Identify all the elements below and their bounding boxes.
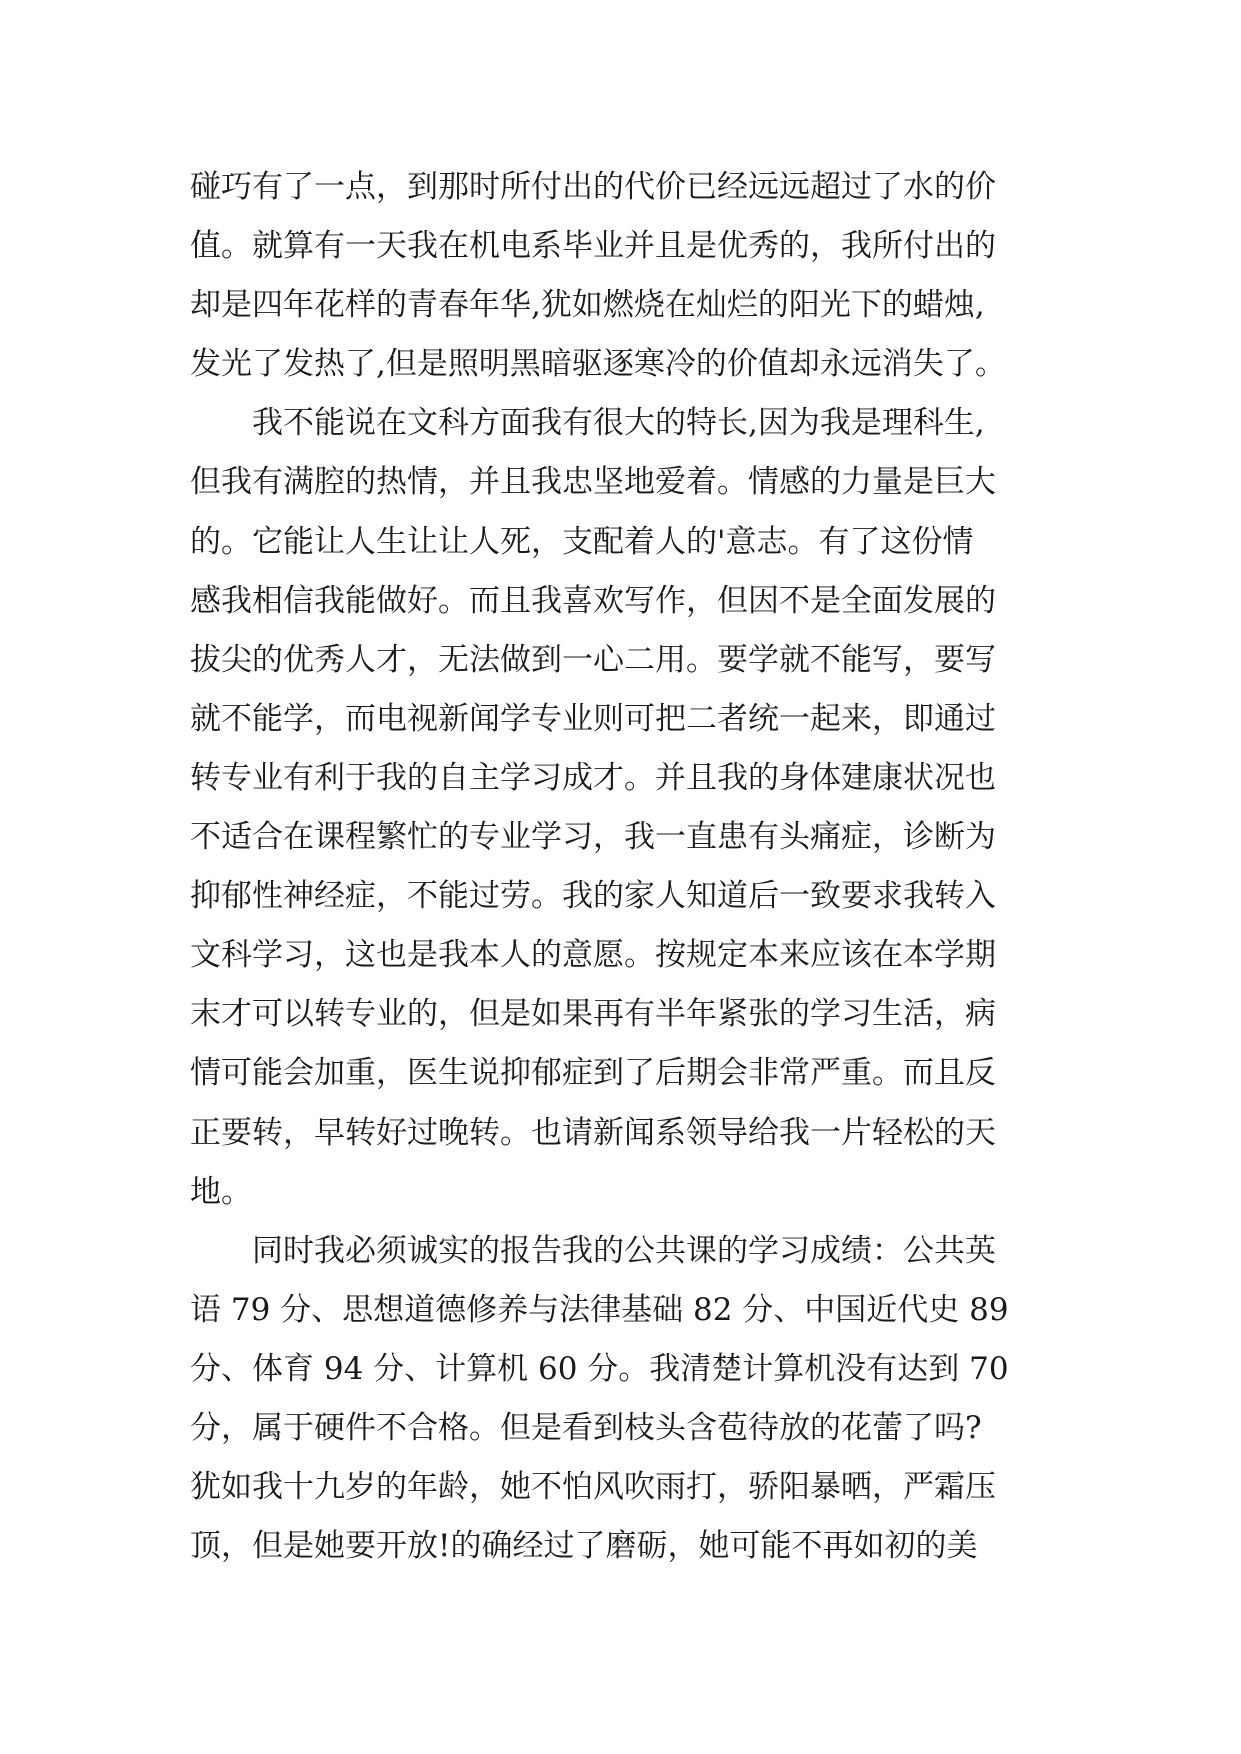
text-line: 分，属于硬件不合格。但是看到枝头含苞待放的花蕾了吗?: [190, 1409, 982, 1446]
text-line: 转专业有利于我的自主学习成才。并且我的身体建康状况也: [190, 759, 996, 796]
text-line: 不适合在课程繁忙的专业学习，我一直患有头痛症，诊断为: [190, 819, 996, 856]
text-line: 分、体育 94 分、计算机 60 分。我清楚计算机没有达到 70: [190, 1350, 1009, 1387]
text-line: 同时我必须诚实的报告我的公共课的学习成绩：公共英: [190, 1232, 996, 1269]
text-line: 拔尖的优秀人才，无法做到一心二用。要学就不能写，要写: [190, 641, 996, 678]
text-line: 就不能学，而电视新闻学专业则可把二者统一起来，即通过: [190, 700, 996, 737]
body-text: [190, 158, 1080, 1576]
text-line: 的。它能让人生让让人死，支配着人的'意志。有了这份情: [190, 523, 974, 560]
text-line: 犹如我十九岁的年龄，她不怕风吹雨打，骄阳暴晒，严霜压: [190, 1469, 996, 1506]
text-line: 但我有满腔的热情，并且我忠坚地爱着。情感的力量是巨大: [190, 464, 996, 501]
text-line: 正要转，早转好过晚转。也请新闻系领导给我一片轻松的天: [190, 1114, 996, 1151]
text-line: 却是四年花样的青春年华,犹如燃烧在灿烂的阳光下的蜡烛,: [190, 287, 985, 324]
text-line: 语 79 分、思想道德修养与法律基础 82 分、中国近代史 89: [190, 1291, 1009, 1328]
text-line: 抑郁性神经症，不能过劳。我的家人知道后一致要求我转入: [190, 878, 996, 915]
text-line: 末才可以转专业的，但是如果再有半年紧张的学习生活，病: [190, 996, 996, 1033]
text-line: 地。: [190, 1173, 252, 1210]
text-line: 情可能会加重，医生说抑郁症到了后期会非常严重。而且反: [190, 1055, 996, 1092]
text-line: 感我相信我能做好。而且我喜欢写作，但因不是全面发展的: [190, 582, 996, 619]
text-line: 碰巧有了一点，到那时所付出的代价已经远远超过了水的价: [190, 169, 996, 205]
text-line: 文科学习，这也是我本人的意愿。按规定本来应该在本学期: [190, 937, 996, 974]
text-line: 发光了发热了,但是照明黑暗驱逐寒冷的价值却永远消失了。: [190, 346, 1006, 383]
text-line: 值。就算有一天我在机电系毕业并且是优秀的，我所付出的: [190, 228, 996, 265]
text-line: 我不能说在文科方面我有很大的特长,因为我是理科生,: [190, 405, 985, 442]
text-line: 顶，但是她要开放!的确经过了磨砺，她可能不再如初的美: [190, 1528, 978, 1565]
